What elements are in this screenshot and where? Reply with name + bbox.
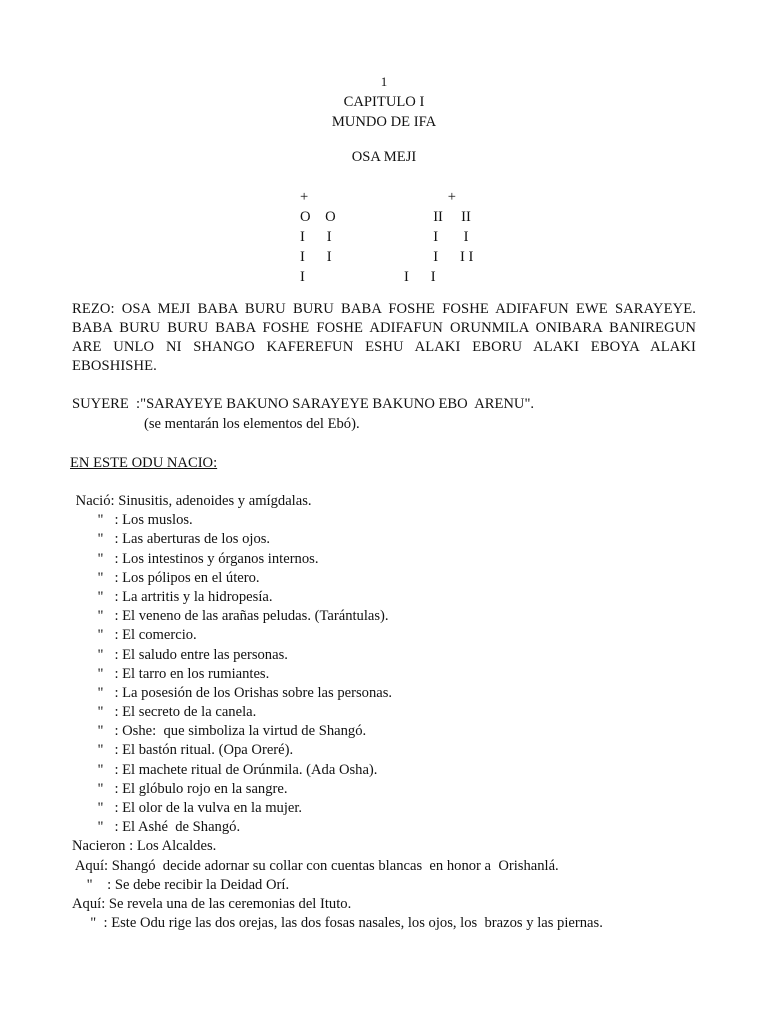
odu-entries-list bbox=[72, 492, 692, 933]
list-item: " : Oshe: que simboliza la virtud de Shangó. bbox=[72, 723, 367, 740]
list-item: " : El comercio. bbox=[72, 627, 197, 644]
list-item: Aquí: Shangó decide adornar su collar con cuentas blancas en honor a Orishanlá. bbox=[72, 857, 559, 874]
odu-name: OSA MEJI bbox=[351, 149, 417, 165]
odu-mark: I I bbox=[300, 229, 332, 245]
list-item: " : El tarro en los rumiantes. bbox=[72, 665, 270, 682]
book-title: MUNDO DE IFA bbox=[331, 114, 437, 130]
list-item: " : Los intestinos y órganos internos. bbox=[72, 550, 319, 567]
odu-mark: I bbox=[300, 269, 305, 285]
odu-mark: II II bbox=[404, 209, 471, 225]
list-item: " : Se debe recibir la Deidad Orí. bbox=[72, 876, 290, 893]
page-header bbox=[0, 72, 768, 132]
list-item: " : El secreto de la canela. bbox=[72, 704, 257, 721]
odu-mark: I I I bbox=[404, 249, 474, 265]
list-item: " : Los pólipos en el útero. bbox=[72, 569, 260, 586]
odu-mark: O O bbox=[300, 209, 336, 225]
page-number: 1 bbox=[380, 74, 388, 89]
list-item: " : Este Odu rige las dos orejas, las dos fosas nasales, los ojos, los brazos y las piernas. bbox=[72, 915, 603, 932]
section-heading: EN ESTE ODU NACIO: bbox=[70, 455, 218, 471]
list-item: " : El veneno de las arañas peludas. (Tarántulas). bbox=[72, 608, 389, 625]
odu-sign-left bbox=[300, 187, 336, 287]
list-item: " : Los muslos. bbox=[72, 512, 193, 529]
chapter-title: CAPITULO I bbox=[343, 94, 425, 110]
suyere-note: (se mentarán los elementos del Ebó). bbox=[144, 416, 360, 432]
list-item: " : El saludo entre las personas. bbox=[72, 646, 288, 663]
odu-mark: + bbox=[300, 189, 309, 205]
odu-mark: I I bbox=[300, 249, 332, 265]
list-item: " : La artritis y la hidropesía. bbox=[72, 588, 273, 605]
rezo-paragraph: REZO: OSA MEJI BABA BURU BURU BABA FOSHE FOSHE ADIFAFUN EWE SARAYEYE. BABA BURU BURU BABA FOSHE FOSHE ADIFAFUN ORUNMILA ONIBARA BANIREGUN ARE UNLO NI SHANGO KAFEREFUN ESHU ALAKI EBORU ALAKI EBOYA ALAKI EBOSHISHE. bbox=[72, 301, 696, 374]
list-item: Nacieron : Los Alcaldes. bbox=[72, 838, 217, 855]
list-item: " : El olor de la vulva en la mujer. bbox=[72, 800, 303, 816]
list-item: Aquí: Se revela una de las ceremonias del Ituto. bbox=[72, 895, 352, 912]
odu-mark: I I bbox=[404, 269, 436, 285]
odu-sign-right bbox=[404, 187, 473, 287]
list-item: " : El machete ritual de Orúnmila. (Ada Osha). bbox=[72, 761, 378, 778]
list-item: " : El glóbulo rojo en la sangre. bbox=[72, 780, 288, 797]
list-item: Nació: Sinusitis, adenoides y amígdalas. bbox=[72, 493, 312, 509]
list-item: " : El bastón ritual. (Opa Oreré). bbox=[72, 742, 294, 759]
suyere-line: SUYERE :"SARAYEYE BAKUNO SARAYEYE BAKUNO EBO ARENU". bbox=[72, 396, 535, 412]
list-item: " : El Ashé de Shangó. bbox=[72, 819, 241, 836]
odu-mark: + bbox=[404, 189, 457, 205]
list-item: " : La posesión de los Orishas sobre las personas. bbox=[72, 684, 393, 701]
odu-mark: I I bbox=[404, 229, 469, 245]
list-item: " : Las aberturas de los ojos. bbox=[72, 531, 271, 548]
